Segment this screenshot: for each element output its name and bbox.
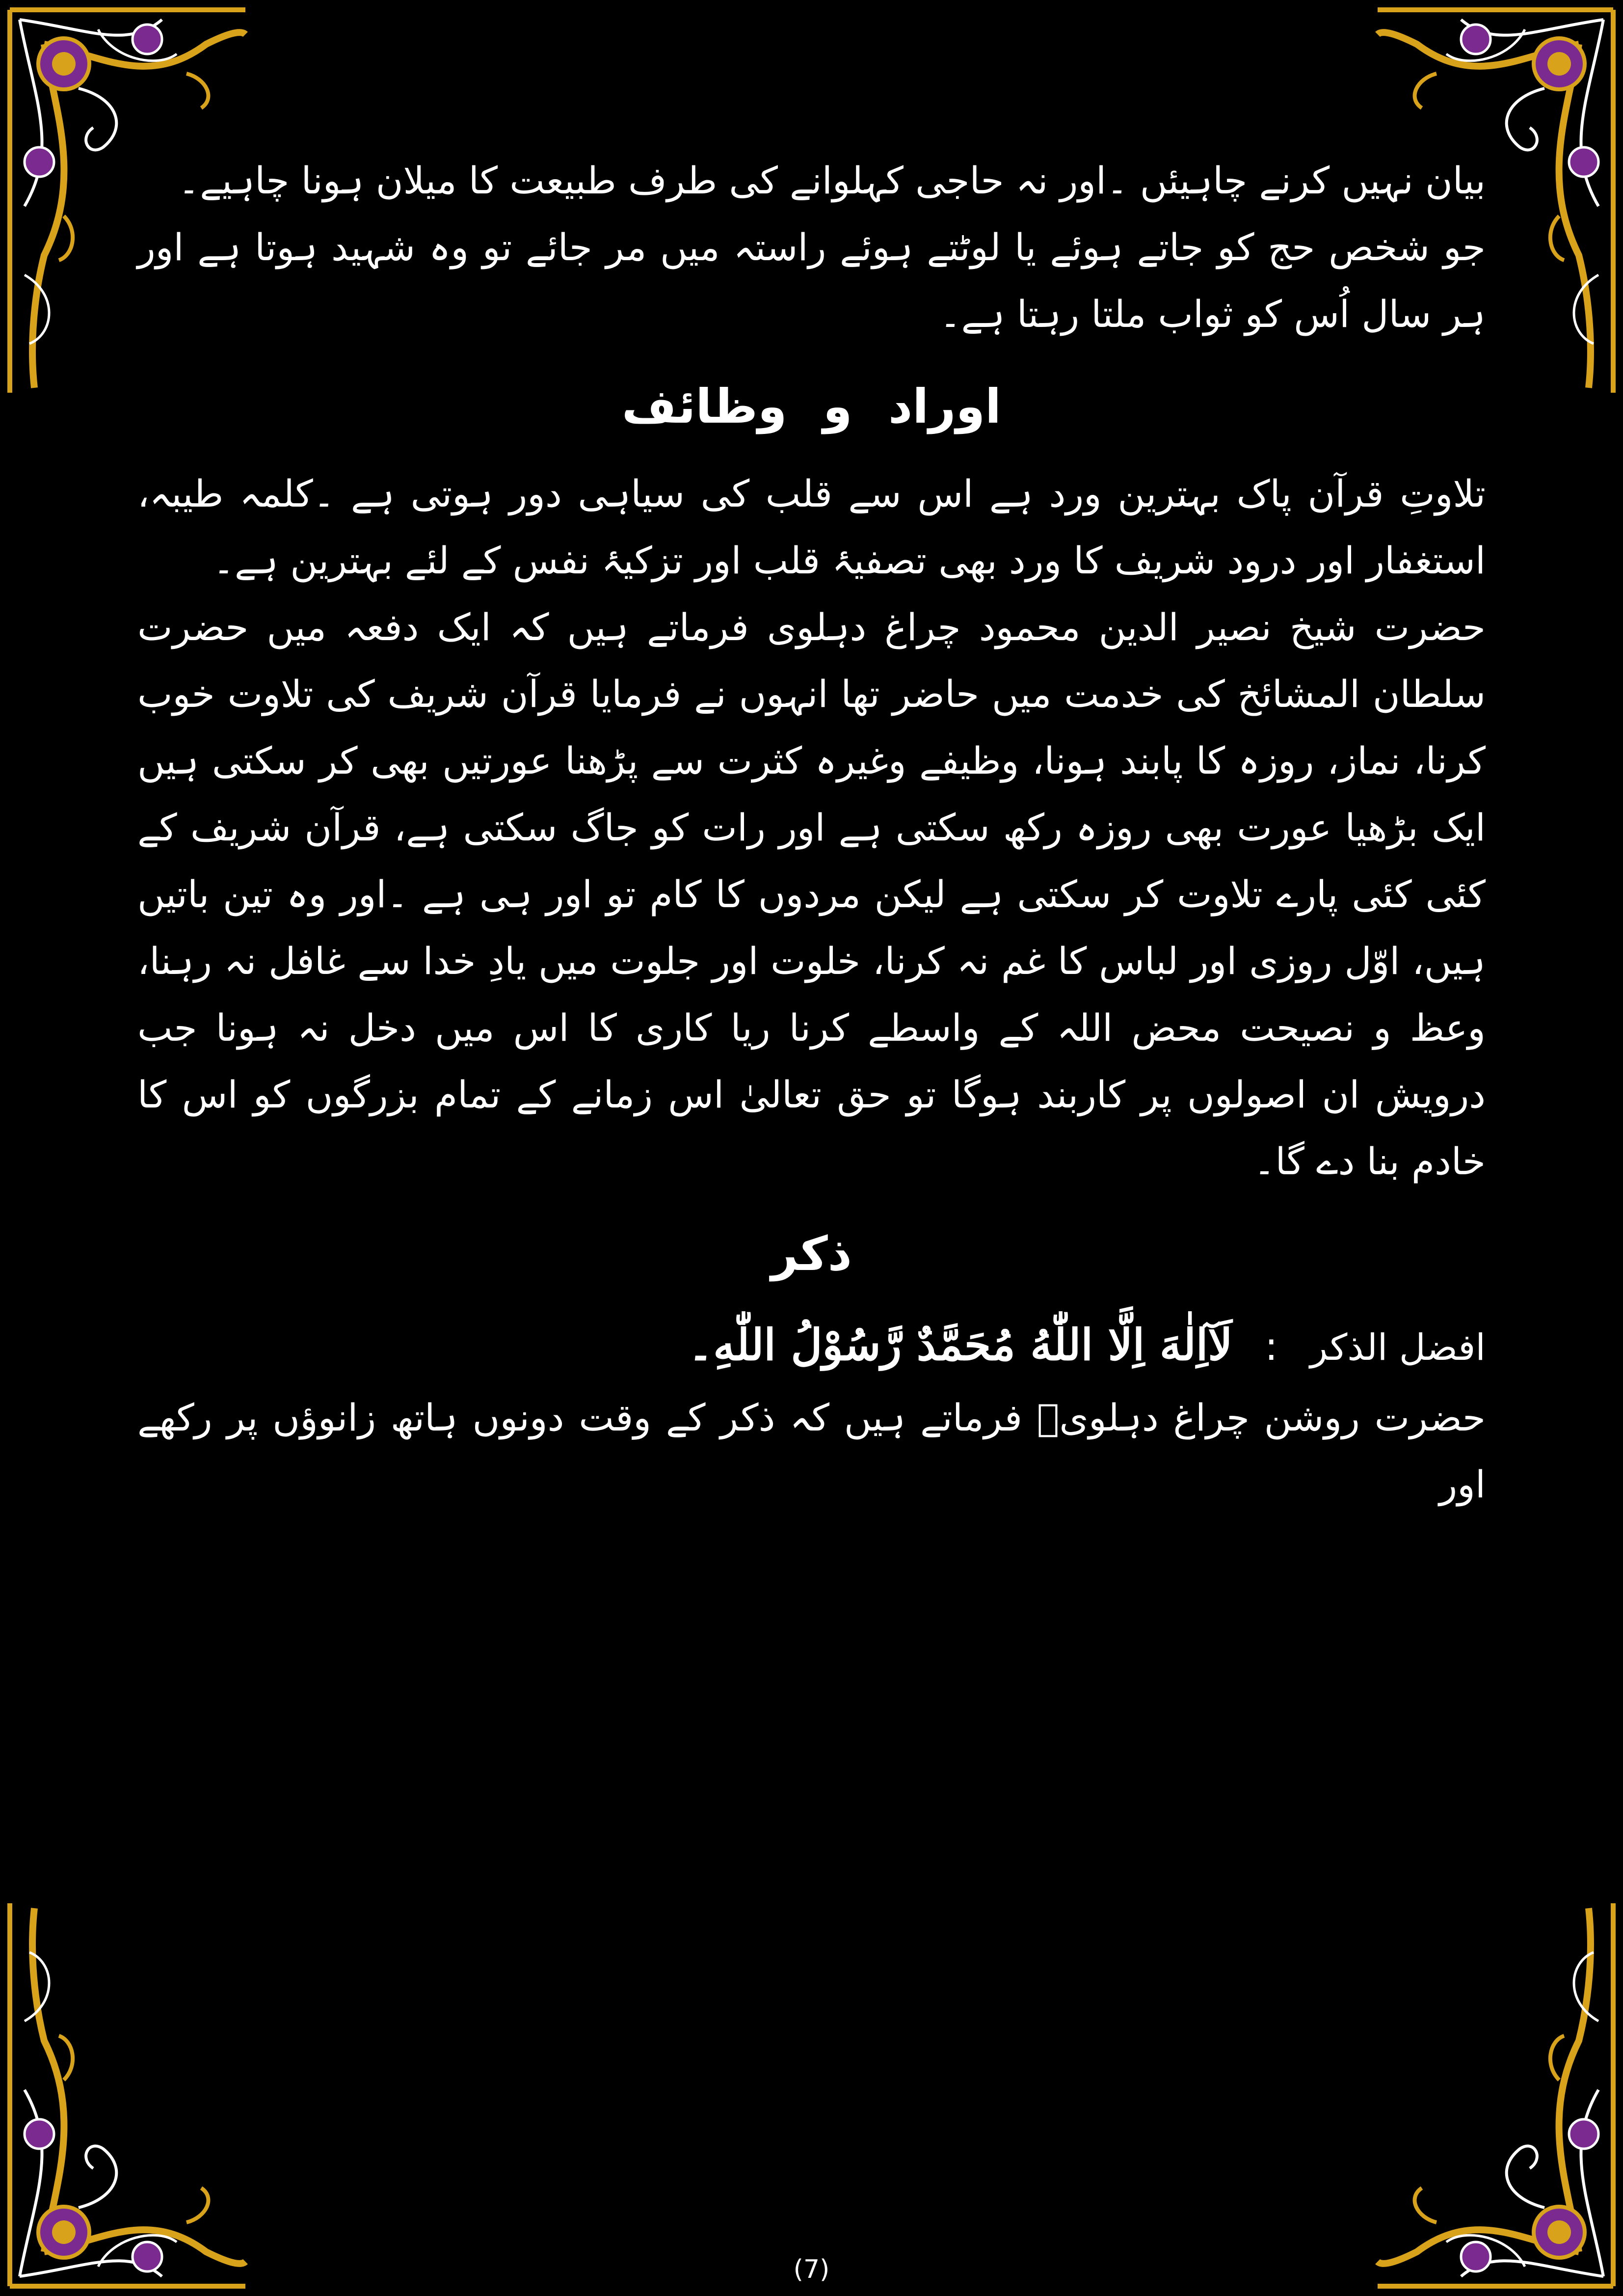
zikr-paragraph-1: حضرت روشن چراغ دہلویؒ فرماتے ہیں کہ ذکر کے وقت دونوں ہاتھ زانوؤں پر رکھے اور bbox=[137, 1396, 1486, 1506]
awrad-paragraph-1: تلاوتِ قرآن پاک بہترین ورد ہے اس سے قلب کی سیاہی دور ہوتی ہے ۔کلمہ طیبہ، استغفار اور درود شریف کا ورد بھی تصفیۂ قلب اور تزکیۂ نفس کے لئے بہترین ہے۔ bbox=[137, 472, 1486, 582]
main-content bbox=[137, 147, 1486, 1518]
floral-corner-ornament-bottom-left bbox=[0, 1893, 255, 2296]
section-heading-zikr: ذکر bbox=[771, 1226, 852, 1281]
floral-corner-ornament-bottom-right bbox=[1368, 1893, 1623, 2296]
afzal-zikr-separator: : bbox=[1264, 1324, 1278, 1369]
afzal-zikr-label: افضل الذکر bbox=[1310, 1326, 1486, 1369]
afzal-zikr-line bbox=[137, 1308, 1486, 1384]
awrad-paragraph-2: حضرت شیخ نصیر الدین محمود چراغ دہلوی فرماتے ہیں کہ ایک دفعہ میں حضرت سلطان المشائخ کی خدمت میں حاضر تھا انہوں نے فرمایا قرآن شریف کی تلاوت خوب کرنا، نماز، روزہ کا پابند ہونا، وظیفے وغیرہ کثرت سے پڑھنا عورتیں بھی کر سکتی ہیں ایک بڑھیا عورت بھی روزہ رکھ سکتی ہے اور رات کو جاگ سکتی ہے، قرآن شریف کے کئی کئی پارے تلاوت کر سکتی ہے لیکن مردوں کا کام تو اور ہی ہے ۔اور وہ تین باتیں ہیں، اوّل روزی اور لباس کا غم نہ کرنا، خلوت اور جلوت میں یادِ خدا سے غافل نہ رہنا، وعظ و نصیحت محض اللہ کے واسطے کرنا ریا کاری کا اس میں دخل نہ ہونا جب درویش ان اصولوں پر کاربند ہوگا تو حق تعالیٰ اس زمانے کے تمام بزرگوں کو اس کا خادم بنا دے گا۔ bbox=[137, 605, 1486, 1183]
page-number: (7) bbox=[793, 2255, 830, 2284]
kalima-text: لَآاِلٰهَ اِلَّا اللّٰهُ مُحَمَّدٌ رَّسُوْلُ اللّٰهِ۔ bbox=[688, 1319, 1233, 1370]
section-heading-awrad: اوراد و وظائف bbox=[621, 379, 1002, 434]
intro-paragraph-1: بیان نہیں کرنے چاہیئں ۔اور نہ حاجی کہلوانے کی طرف طبیعت کا میلان ہونا چاہیے۔ bbox=[178, 159, 1486, 202]
intro-paragraph-2: جو شخص حج کو جاتے ہوئے یا لوٹتے ہوئے راستہ میں مر جائے تو وہ شہید ہوتا ہے اور ہر سال اُس کو ثواب ملتا رہتا ہے۔ bbox=[137, 225, 1486, 336]
floral-ornament-icon bbox=[0, 1893, 255, 2296]
floral-ornament-icon bbox=[1368, 1893, 1623, 2296]
